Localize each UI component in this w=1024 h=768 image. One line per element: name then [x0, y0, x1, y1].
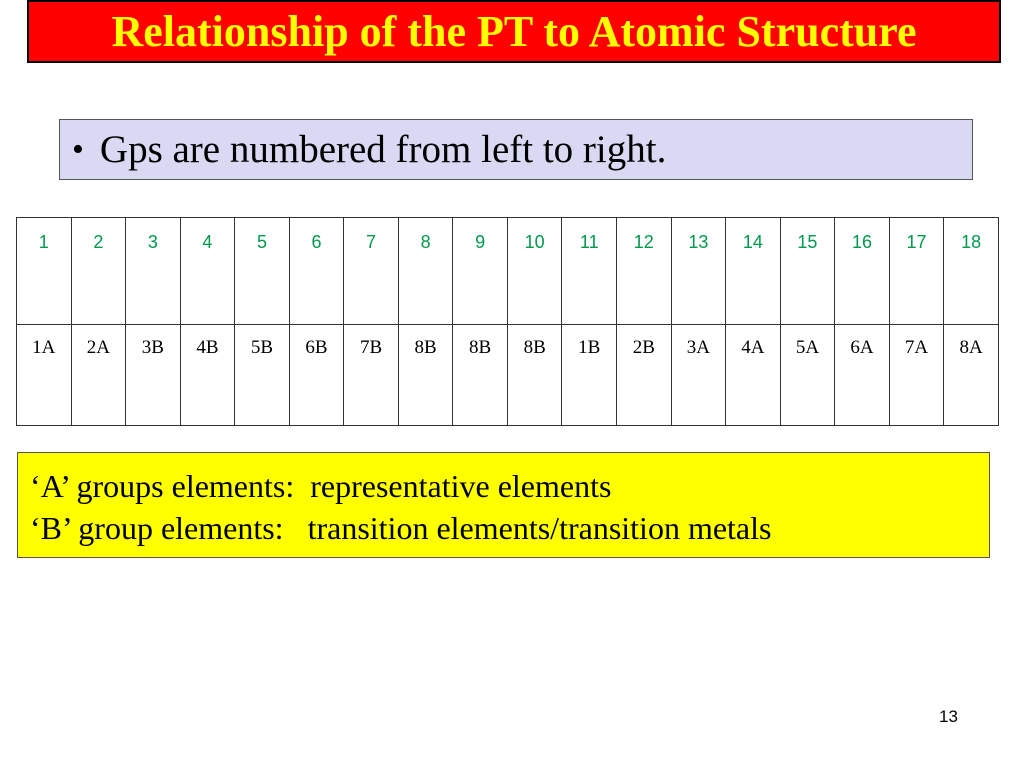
group-label-cell: 3B — [126, 325, 181, 426]
group-label-cell: 4B — [180, 325, 235, 426]
group-number-cell: 9 — [453, 218, 508, 325]
group-number-cell: 14 — [726, 218, 781, 325]
group-number-cell: 12 — [617, 218, 672, 325]
bullet-box — [59, 119, 973, 180]
group-number-cell: 17 — [889, 218, 944, 325]
group-number-cell: 15 — [780, 218, 835, 325]
group-label-cell: 6A — [835, 325, 890, 426]
group-label-cell: 8B — [507, 325, 562, 426]
group-number-cell: 7 — [344, 218, 399, 325]
group-label-cell: 8B — [453, 325, 508, 426]
group-number-cell: 11 — [562, 218, 617, 325]
bullet-text: Gps are numbered from left to right. — [99, 128, 667, 171]
group-number-cell: 5 — [235, 218, 290, 325]
group-label-cell: 8B — [398, 325, 453, 426]
group-number-cell: 8 — [398, 218, 453, 325]
group-number-cell: 6 — [289, 218, 344, 325]
group-label-cell: 6B — [289, 325, 344, 426]
group-label-cell: 1B — [562, 325, 617, 426]
group-label-cell: 2B — [617, 325, 672, 426]
group-label-row — [17, 325, 999, 426]
group-label-cell: 7B — [344, 325, 399, 426]
group-label-cell: 8A — [944, 325, 999, 426]
group-label-cell: 5B — [235, 325, 290, 426]
title-bar — [27, 0, 1001, 63]
group-label-cell: 3A — [671, 325, 726, 426]
page-number: 13 — [939, 707, 958, 726]
group-number-cell: 3 — [126, 218, 181, 325]
group-label-cell: 5A — [780, 325, 835, 426]
group-number-cell: 10 — [507, 218, 562, 325]
note-line-b-groups: ‘B’ group elements: transition elements/transition metals — [30, 510, 772, 546]
bullet-icon: • — [72, 130, 84, 168]
group-number-row — [17, 218, 999, 325]
group-number-cell: 2 — [71, 218, 126, 325]
group-label-cell: 7A — [889, 325, 944, 426]
group-label-cell: 4A — [726, 325, 781, 426]
group-number-cell: 1 — [17, 218, 72, 325]
group-label-cell: 2A — [71, 325, 126, 426]
group-table — [16, 217, 999, 426]
group-number-cell: 13 — [671, 218, 726, 325]
note-box — [17, 452, 990, 558]
group-label-cell: 1A — [17, 325, 72, 426]
note-line-a-groups: ‘A’ groups elements: representative elements — [30, 468, 612, 504]
group-number-cell: 18 — [944, 218, 999, 325]
group-number-cell: 4 — [180, 218, 235, 325]
group-number-cell: 16 — [835, 218, 890, 325]
slide-title: Relationship of the PT to Atomic Structure — [111, 7, 917, 56]
